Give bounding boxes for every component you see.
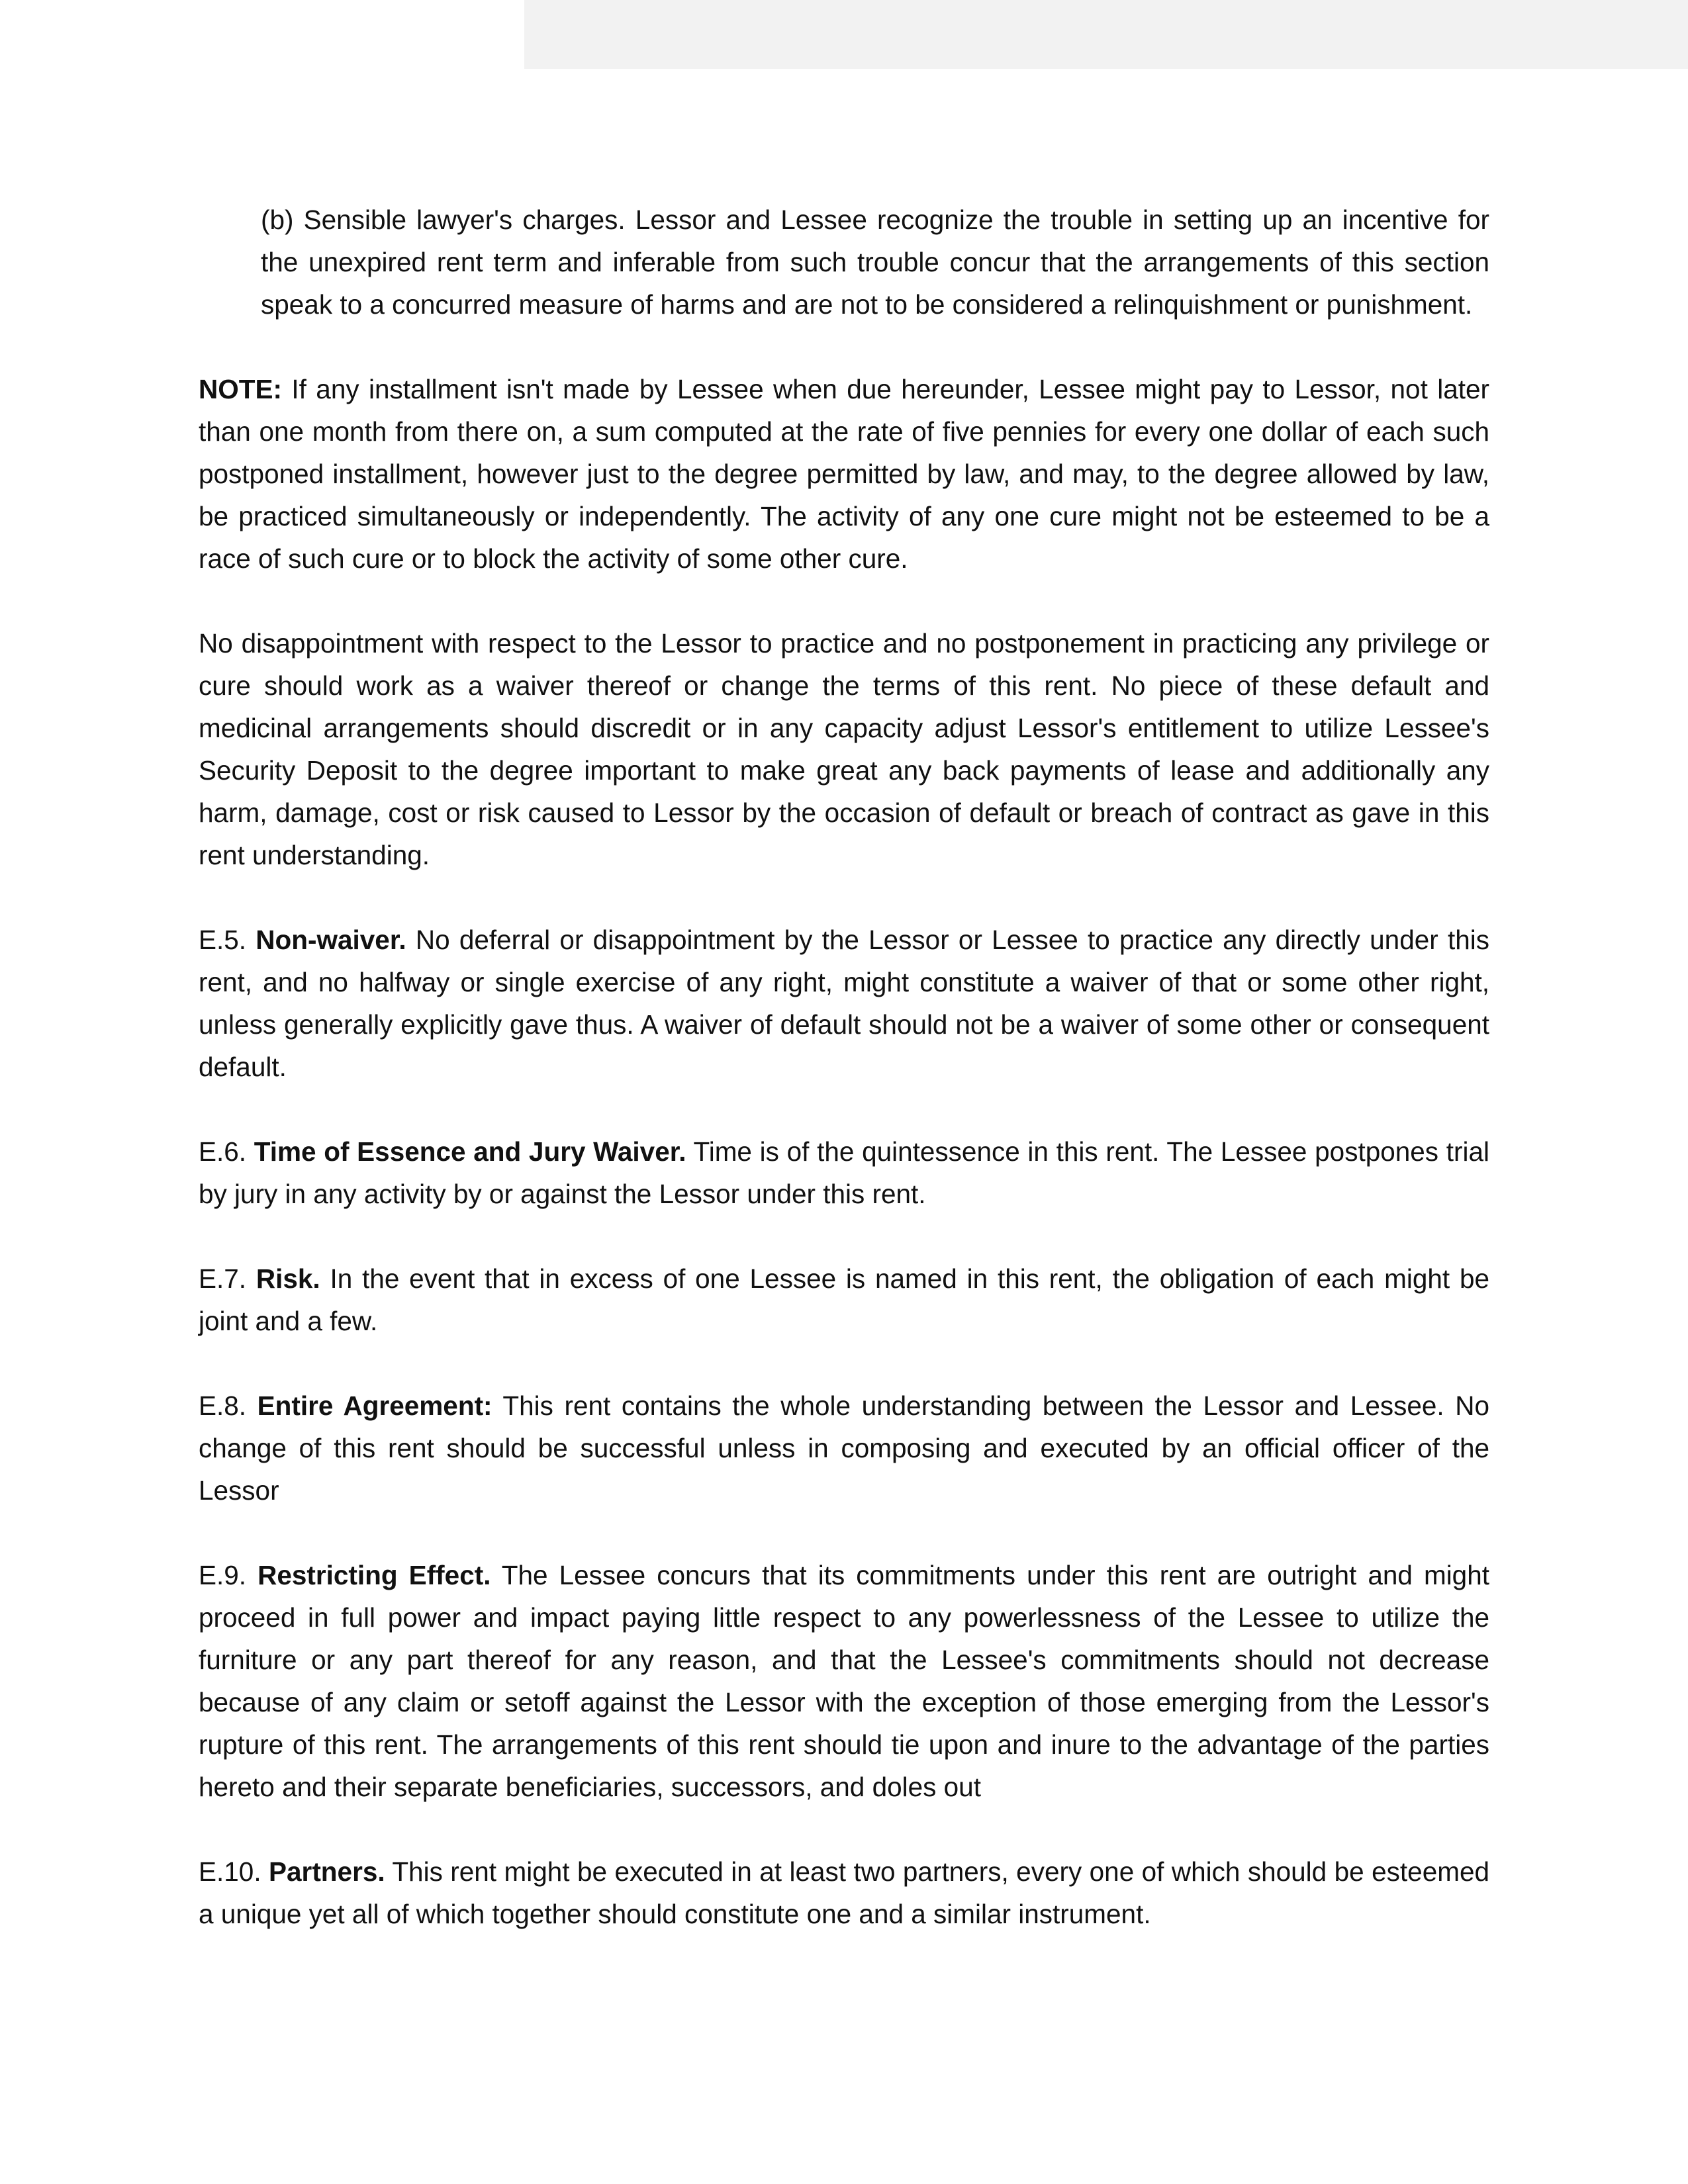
- section-heading: Non-waiver.: [256, 925, 406, 955]
- section-number: E.9.: [199, 1560, 258, 1590]
- paragraph-no-disappointment: [199, 622, 1489, 876]
- section-heading: Time of Essence and Jury Waiver.: [254, 1136, 686, 1167]
- top-gray-bar: [524, 0, 1688, 69]
- paragraph-e6-time-of-essence: [199, 1130, 1489, 1215]
- paragraph-text: This rent contains the whole understanding between the Lessor and Lessee. No change of this rent should be successful unless in composing and executed by an official officer of the Lessor: [199, 1390, 1490, 1506]
- section-number: E.6.: [199, 1136, 254, 1167]
- paragraph-e10-partners: [199, 1850, 1489, 1935]
- paragraph-text: The Lessee concurs that its commitments under this rent are outright and might proceed in full power and impact paying little respect to any powerlessness of the Lessee to utilize the furniture or any part thereof for any reason, and that the Lessee's commitments should not decrease because of any claim or setoff against the Lessor with the exception of those emerging from the Lessor's rupture of this rent. The arrangements of this rent should tie upon and inure to the advantage of the parties hereto and their separate beneficiaries, successors, and doles out: [199, 1560, 1489, 1802]
- document-body: [199, 199, 1489, 1935]
- note-heading: NOTE:: [199, 374, 282, 404]
- paragraph-note: [199, 368, 1489, 580]
- section-number: E.8.: [199, 1390, 258, 1421]
- section-number: E.10.: [199, 1856, 269, 1887]
- paragraph-e7-risk: [199, 1257, 1489, 1342]
- section-heading: Partners.: [269, 1856, 385, 1887]
- paragraph-text: In the event that in excess of one Lessee is named in this rent, the obligation of each might be joint and a few.: [199, 1263, 1490, 1336]
- paragraph-text: Time is of the quintessence in this rent. The Lessee postpones trial by jury in any activity by or against the Lessor under this rent.: [199, 1136, 1490, 1209]
- section-heading: Risk.: [256, 1263, 320, 1294]
- paragraph-text: This rent might be executed in at least two partners, every one of which should be esteemed a unique yet all of which together should constitute one and a similar instrument.: [199, 1856, 1489, 1929]
- paragraph-text: No deferral or disappointment by the Lessor or Lessee to practice any directly under this rent, and no halfway or single exercise of any right, might constitute a waiver of that or some other right, unless generally explicitly gave thus. A waiver of default should not be a waiver of some other or consequent default.: [199, 925, 1489, 1082]
- paragraph-e9-restricting-effect: [199, 1554, 1489, 1808]
- paragraph-text: (b) Sensible lawyer's charges. Lessor and Lessee recognize the trouble in setting up an incentive for the unexpired rent term and inferable from such trouble concur that the arrangements of this section speak to a concurred measure of harms and are not to be considered a relinquishment or punishment.: [261, 205, 1489, 320]
- paragraph-text: No disappointment with respect to the Lessor to practice and no postponement in practicing any privilege or cure should work as a waiver thereof or change the terms of this rent. No piece of these default and medicinal arrangements should discredit or in any capacity adjust Lessor's entitlement to utilize Lessee's Security Deposit to the degree important to make great any back payments of lease and additionally any harm, damage, cost or risk caused to Lessor by the occasion of default or breach of contract as gave in this rent understanding.: [199, 628, 1489, 870]
- paragraph-text: If any installment isn't made by Lessee when due hereunder, Lessee might pay to Lessor, not later than one month from there on, a sum computed at the rate of five pennies for every one dollar of each such postponed installment, however just to the degree permitted by law, and may, to the degree allowed by law, be practiced simultaneously or independently. The activity of any one cure might not be esteemed to be a race of such cure or to block the activity of some other cure.: [199, 374, 1489, 574]
- paragraph-e5-non-waiver: [199, 919, 1489, 1088]
- paragraph-b-lawyers-charges: [261, 199, 1489, 326]
- section-heading: Entire Agreement:: [257, 1390, 492, 1421]
- paragraph-e8-entire-agreement: [199, 1385, 1489, 1512]
- section-heading: Restricting Effect.: [258, 1560, 491, 1590]
- section-number: E.5.: [199, 925, 256, 955]
- section-number: E.7.: [199, 1263, 256, 1294]
